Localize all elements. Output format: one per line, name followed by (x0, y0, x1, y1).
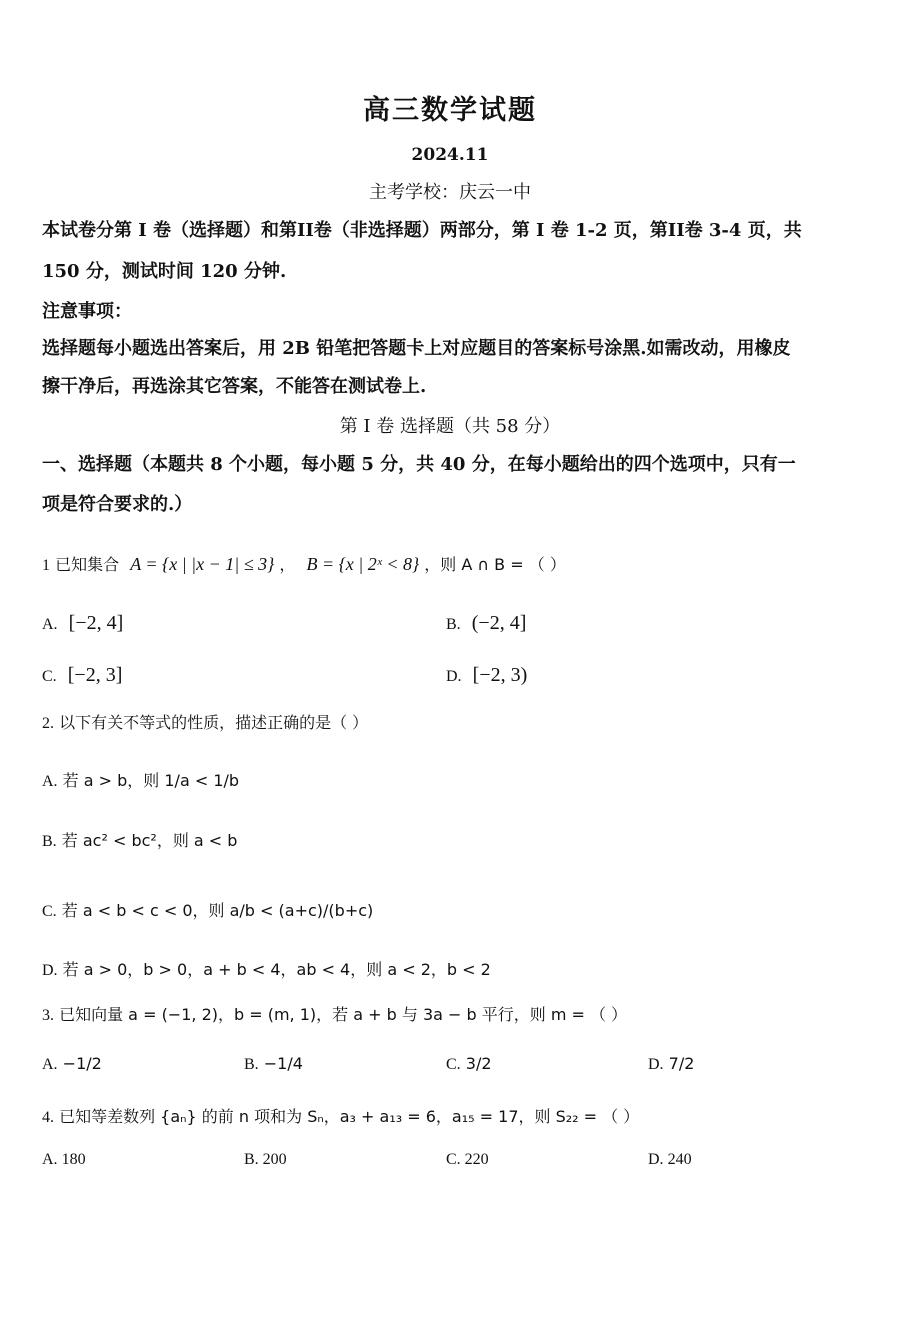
section-line-1: 一、选择题（本题共 8 个小题，每小题 5 分，共 40 分，在每小题给出的四个选项中，只有一 (42, 454, 796, 475)
question-number: 1 (42, 557, 50, 574)
question-1: 1 已知集合 A = {x | |x − 1| ≤ 3} ， B = {x | 2ˣ < 8} ，则 A ∩ B = （ ） (42, 554, 566, 574)
option-3a[interactable]: A. −1/2 (42, 1054, 102, 1073)
option-3b[interactable]: B. −1/4 (244, 1054, 303, 1073)
question-4: 4. 已知等差数列 {aₙ} 的前 n 项和为 Sₙ，a₃ + a₁₃ = 6，a₁₅ = 17，则 S₂₂ = （ ） (42, 1107, 640, 1126)
option-1c[interactable]: C. [−2, 3] (42, 664, 123, 686)
option-2c[interactable]: C. 若 a < b < c < 0，则 a/b < (a+c)/(b+c) (42, 901, 374, 920)
question-lead: 已知集合 (55, 555, 120, 574)
section-line-2: 项是符合要求的.） (42, 494, 193, 515)
question-2: 2. 以下有关不等式的性质，描述正确的是（ ） (42, 713, 369, 732)
host-school: 主考学校：庆云一中 (369, 182, 531, 203)
question-3: 3. 已知向量 a = (−1, 2)，b = (m, 1)，若 a + b 与 3a − b 平行，则 m = （ ） (42, 1005, 628, 1024)
option-2b[interactable]: B. 若 ac² < bc²，则 a < b (42, 831, 238, 850)
intro-line-1: 本试卷分第 I 卷（选择题）和第II卷（非选择题）两部分，第 I 卷 1-2 页，第II卷 3-4 页，共 (42, 220, 802, 241)
notice-title: 注意事项： (42, 301, 132, 322)
option-3c[interactable]: C. 3/2 (446, 1054, 492, 1073)
question-tail: ，则 A ∩ B = （ ） (424, 555, 566, 574)
option-4a[interactable]: A. 180 (42, 1151, 86, 1168)
option-1d[interactable]: D. [−2, 3) (446, 664, 528, 686)
option-2d[interactable]: D. 若 a > 0，b > 0，a + b < 4，ab < 4，则 a < 2，b < 2 (42, 960, 491, 979)
page-title: 高三数学试题 (363, 95, 537, 126)
option-1a[interactable]: A. [−2, 4] (42, 612, 124, 634)
set-b: B = {x | 2ˣ < 8} (306, 554, 420, 574)
option-4b[interactable]: B. 200 (244, 1151, 287, 1168)
option-4d[interactable]: D. 240 (648, 1151, 692, 1168)
intro-line-2: 150 分，测试时间 120 分钟. (42, 261, 287, 282)
notice-line-1: 选择题每小题选出答案后，用 2B 铅笔把答题卡上对应题目的答案标号涂黑.如需改动，用橡皮 (42, 338, 791, 359)
option-3d[interactable]: D. 7/2 (648, 1054, 695, 1073)
option-2a[interactable]: A. 若 a > b，则 1/a < 1/b (42, 771, 240, 790)
option-1b[interactable]: B. (−2, 4] (446, 612, 527, 634)
notice-line-2: 擦干净后，再选涂其它答案，不能答在测试卷上. (42, 376, 427, 397)
option-4c[interactable]: C. 220 (446, 1151, 489, 1168)
exam-date: 2024.11 (411, 145, 489, 165)
part-heading: 第 I 卷 选择题（共 58 分） (339, 416, 561, 437)
set-a: A = {x | |x − 1| ≤ 3} (130, 554, 275, 574)
